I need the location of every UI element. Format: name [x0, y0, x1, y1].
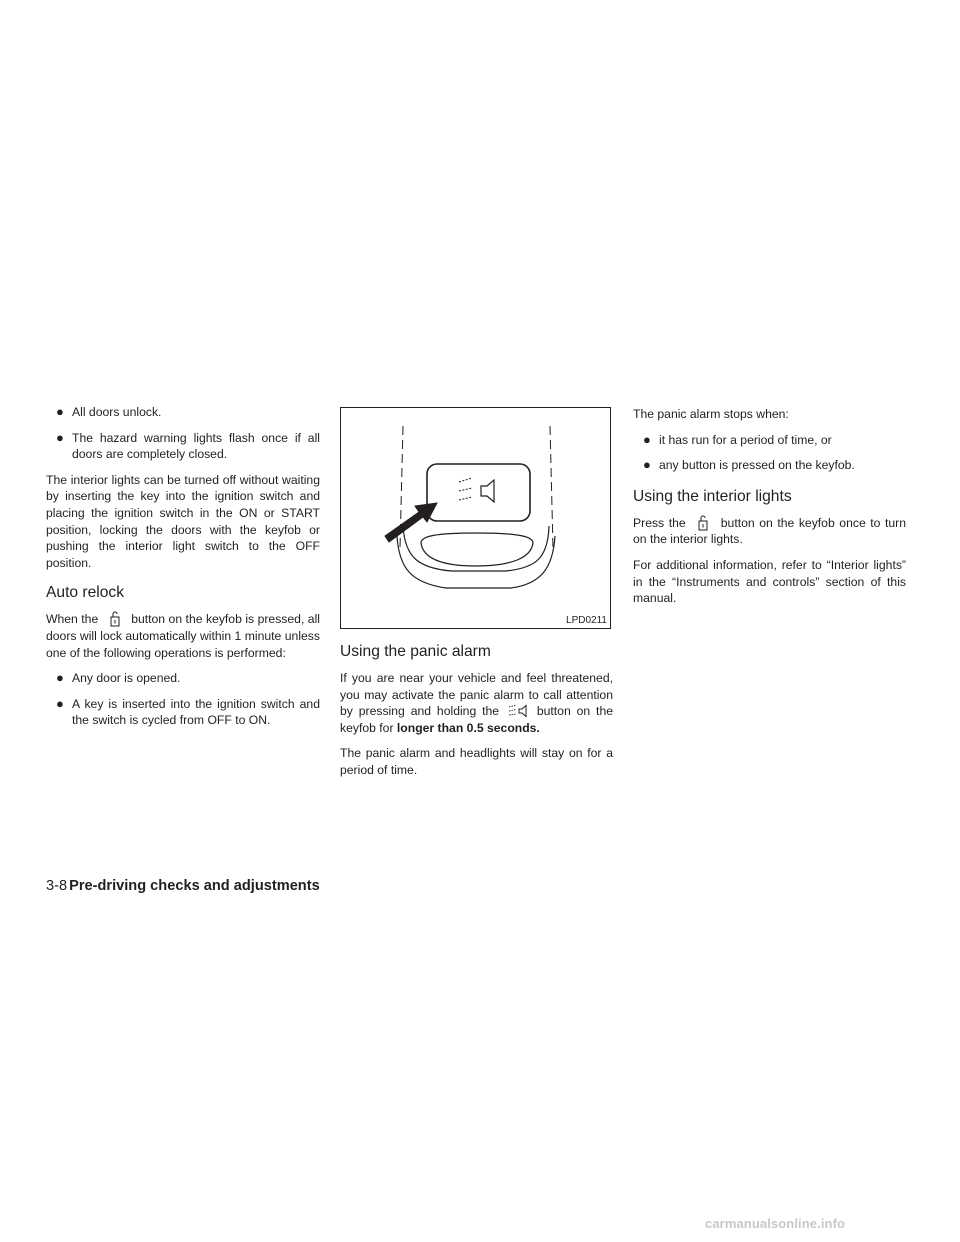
page-number: 3-8 — [46, 878, 68, 894]
text-segment-bold: longer than 0.5 seconds. — [396, 720, 540, 735]
heading-panic-alarm: Using the panic alarm — [340, 643, 491, 660]
bullet-dot: ● — [56, 670, 64, 686]
paragraph-interior-lights — [633, 515, 906, 548]
list-item-text: The hazard warning lights flash once if all doors are completely closed. — [72, 430, 320, 462]
list-item-text: A key is inserted into the ignition switch and the switch is cycled from OFF to ON. — [72, 696, 320, 728]
list-item-text: it has run for a period of time, or — [659, 432, 832, 447]
paragraph-panic-stops: The panic alarm stops when: — [633, 407, 789, 421]
list-item-text: Any door is opened. — [72, 671, 181, 686]
text-segment: If you are near your vehicle and feel threatened, you may activate the panic alarm to call attention by pressing and holding the — [340, 671, 613, 719]
list-item — [46, 670, 320, 687]
paragraph-panic-alarm-duration: The panic alarm and headlights will stay on for a period of time. — [340, 746, 613, 777]
heading-interior-lights: Using the interior lights — [633, 487, 792, 505]
page-footer — [46, 877, 320, 895]
bullet-dot: ● — [643, 457, 651, 473]
bullet-dot: ● — [56, 429, 64, 445]
heading-auto-relock: Auto relock — [46, 584, 125, 602]
bullet-dot: ● — [643, 431, 651, 447]
list-item — [46, 404, 320, 421]
list-item-text: All doors unlock. — [72, 405, 162, 419]
text-segment: When the — [46, 612, 99, 627]
list-item — [633, 432, 906, 449]
unlock-icon — [690, 515, 716, 529]
list-item — [46, 430, 320, 463]
column-left — [46, 404, 320, 738]
bullet-dot: ● — [56, 404, 64, 419]
section-title: Pre-driving checks and adjustments — [69, 878, 320, 894]
text-segment: button on the keyfob for — [340, 704, 613, 735]
list-item-text: any button is pressed on the keyfob. — [659, 458, 855, 473]
keyfob-figure — [340, 407, 611, 629]
column-middle — [340, 404, 613, 788]
text-segment: Press the — [633, 515, 686, 530]
bullet-dot: ● — [56, 695, 64, 711]
text-segment: button on the keyfob once to turn on the interior lights. — [633, 515, 907, 547]
figure-label: LPD0211 — [566, 615, 607, 626]
paragraph-additional-info: For additional information, refer to “Interior lights” in the “Instruments and controls” section of this manual. — [633, 557, 906, 606]
column-right — [633, 406, 906, 616]
list-item — [46, 696, 320, 729]
list-item — [633, 457, 906, 474]
paragraph-auto-relock — [46, 611, 320, 661]
panic-horn-icon — [505, 703, 531, 717]
paragraph-interior-lights-off: The interior lights can be turned off without waiting by inserting the key into the ignition switch and placing the ignition switch in the ON or START position, locking the doors with the keyfob or pushing the interior light switch to the OFF position. — [46, 472, 320, 570]
unlock-icon — [102, 611, 128, 625]
keyfob-illustration — [341, 408, 612, 630]
text-segment: button on the keyfob is pressed, all doors will lock automatically within 1 minute unless one of the following operations is performed: — [46, 612, 320, 660]
watermark: carmanualsonline.info — [705, 1216, 846, 1231]
paragraph-panic-alarm — [340, 670, 613, 736]
